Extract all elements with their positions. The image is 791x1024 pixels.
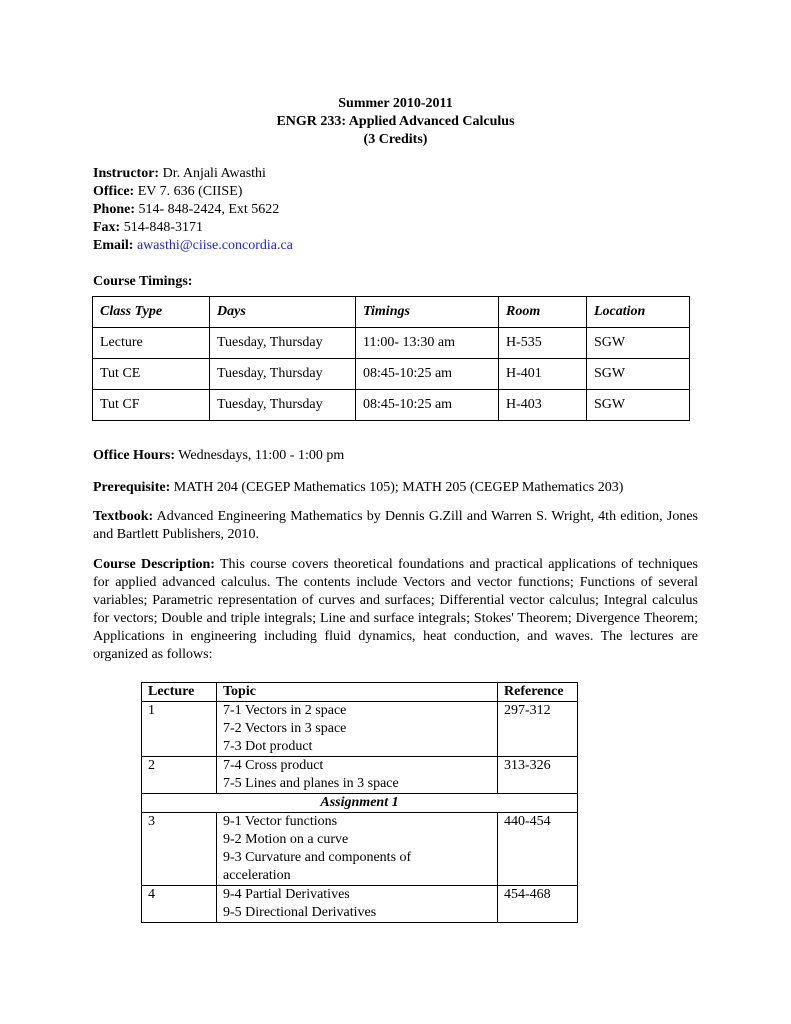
- office-label: Office:: [93, 184, 135, 199]
- cell-reference: 313-326: [498, 757, 578, 794]
- topic-line: 9-2 Motion on a curve: [223, 832, 349, 847]
- lectures-header-row: [142, 683, 578, 702]
- office-hours-line: [93, 447, 344, 465]
- assignment-row: [142, 794, 578, 813]
- header-location: Location: [587, 297, 690, 328]
- topic-line: 7-3 Dot product: [223, 739, 313, 754]
- office-line: [93, 183, 242, 201]
- header-lecture: Lecture: [142, 683, 217, 702]
- prerequisite-value: MATH 204 (CEGEP Mathematics 105); MATH 205 (CEGEP Mathematics 203): [173, 480, 624, 495]
- cell-class-type: Tut CE: [93, 359, 210, 390]
- timings-table: [92, 296, 690, 421]
- header-days: Days: [210, 297, 356, 328]
- course-description-value: This course covers theoretical foundations and practical applications of techniques for applied advanced calculus. The contents include Vectors and vector functions; Functions of several variables; Parametric representation of curves and surfaces; Differential vector calculus; Integral calculus for vectors; Double and triple integrals; Line and surface integrals; Stokes' Theorem; Divergence Theorem; Applications in engineering including fluid dynamics, heat conduction, and waves. The lectures are organized as follows:: [93, 557, 699, 662]
- cell-lecture: 3: [142, 813, 217, 886]
- topic-line: 7-1 Vectors in 2 space: [223, 703, 347, 718]
- phone-label: Phone:: [93, 202, 135, 217]
- cell-timings: 08:45-10:25 am: [356, 359, 499, 390]
- topic-line: 9-5 Directional Derivatives: [223, 905, 377, 920]
- topic-line: 7-4 Cross product: [223, 758, 324, 773]
- cell-days: Tuesday, Thursday: [210, 359, 356, 390]
- course-description-paragraph: [93, 556, 698, 664]
- office-hours-value: Wednesdays, 11:00 - 1:00 pm: [178, 448, 345, 463]
- topic-line: acceleration: [223, 868, 291, 883]
- cell-reference: 440-454: [498, 813, 578, 886]
- lectures-table: [141, 682, 578, 923]
- fax-line: [93, 219, 203, 237]
- cell-class-type: Lecture: [93, 328, 210, 359]
- table-row: [93, 328, 690, 359]
- textbook-value: Advanced Engineering Mathematics by Dennis G.Zill and Warren S. Wright, 4th edition, Jones and Bartlett Publishers, 2010.: [93, 509, 698, 542]
- cell-lecture: 2: [142, 757, 217, 794]
- textbook-paragraph: [93, 508, 698, 544]
- office-hours-label: Office Hours:: [93, 448, 176, 463]
- header-class-type: Class Type: [93, 297, 210, 328]
- fax-label: Fax:: [93, 220, 121, 235]
- cell-topic: [217, 813, 498, 886]
- cell-lecture: 1: [142, 702, 217, 757]
- topic-line: 9-1 Vector functions: [223, 814, 338, 829]
- prerequisite-line: [93, 479, 623, 497]
- topic-line: 7-5 Lines and planes in 3 space: [223, 776, 399, 791]
- cell-reference: 454-468: [498, 886, 578, 923]
- topic-line: 9-4 Partial Derivatives: [223, 887, 350, 902]
- email-line: [93, 237, 293, 255]
- timings-header-row: [93, 297, 690, 328]
- prerequisite-label: Prerequisite:: [93, 480, 171, 495]
- fax-value: 514-848-3171: [123, 220, 204, 235]
- header-room: Room: [499, 297, 587, 328]
- instructor-label: Instructor:: [93, 166, 160, 181]
- topic-line: 7-2 Vectors in 3 space: [223, 721, 347, 736]
- cell-reference: 297-312: [498, 702, 578, 757]
- email-link[interactable]: awasthi@ciise.concordia.ca: [136, 238, 293, 253]
- table-row: [93, 390, 690, 421]
- cell-location: SGW: [587, 328, 690, 359]
- textbook-label: Textbook:: [93, 509, 154, 524]
- phone-value: 514- 848-2424, Ext 5622: [138, 202, 280, 217]
- office-value: EV 7. 636 (CIISE): [137, 184, 243, 199]
- cell-room: H-403: [499, 390, 587, 421]
- table-row: [93, 359, 690, 390]
- table-row: [142, 886, 578, 923]
- header-topic: Topic: [217, 683, 498, 702]
- cell-location: SGW: [587, 359, 690, 390]
- table-row: [142, 702, 578, 757]
- header-reference: Reference: [498, 683, 578, 702]
- email-label: Email:: [93, 238, 134, 253]
- header-timings: Timings: [356, 297, 499, 328]
- course-timings-heading: Course Timings:: [93, 274, 193, 289]
- phone-line: [93, 201, 279, 219]
- cell-timings: 11:00- 13:30 am: [356, 328, 499, 359]
- instructor-value: Dr. Anjali Awasthi: [162, 166, 266, 181]
- cell-timings: 08:45-10:25 am: [356, 390, 499, 421]
- cell-days: Tuesday, Thursday: [210, 328, 356, 359]
- course-title: ENGR 233: Applied Advanced Calculus: [276, 114, 515, 129]
- course-description-label: Course Description:: [93, 557, 215, 572]
- topic-line: 9-3 Curvature and components of: [223, 850, 412, 865]
- cell-topic: [217, 757, 498, 794]
- term-heading: Summer 2010-2011: [338, 96, 453, 111]
- cell-days: Tuesday, Thursday: [210, 390, 356, 421]
- table-row: [142, 757, 578, 794]
- cell-topic: [217, 702, 498, 757]
- cell-topic: [217, 886, 498, 923]
- instructor-line: [93, 165, 266, 183]
- table-row: [142, 813, 578, 886]
- cell-room: H-401: [499, 359, 587, 390]
- cell-class-type: Tut CF: [93, 390, 210, 421]
- cell-room: H-535: [499, 328, 587, 359]
- credits-heading: (3 Credits): [363, 132, 428, 147]
- cell-lecture: 4: [142, 886, 217, 923]
- cell-location: SGW: [587, 390, 690, 421]
- assignment-label: Assignment 1: [142, 794, 578, 813]
